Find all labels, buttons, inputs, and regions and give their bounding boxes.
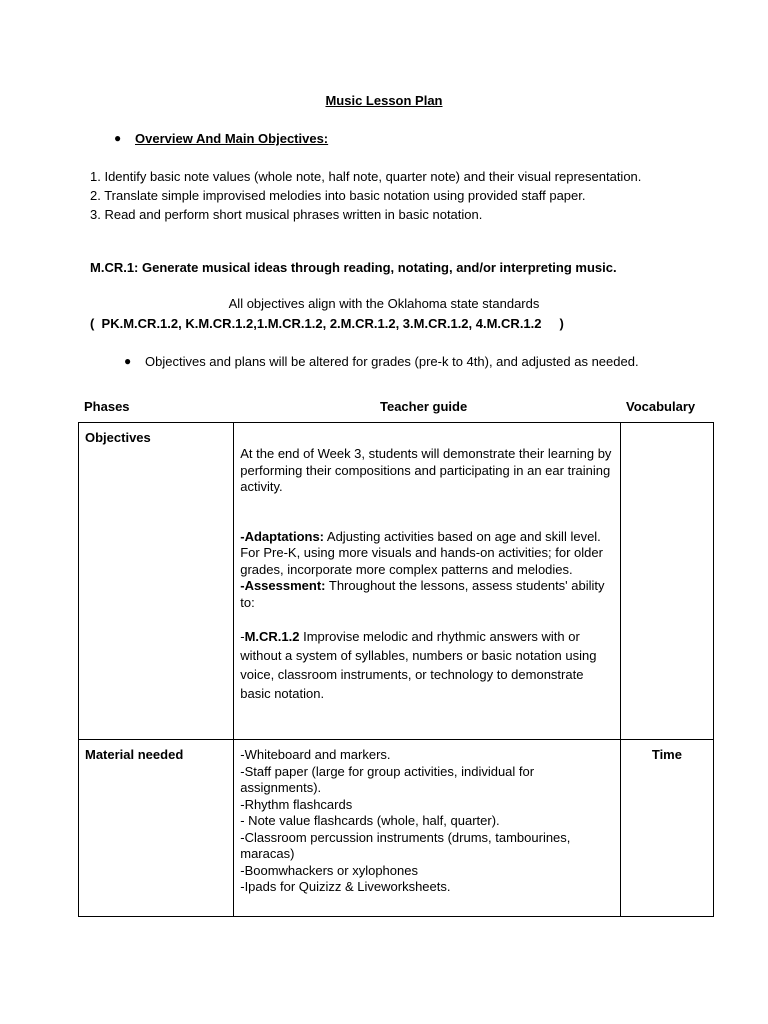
material-item: - Note value flashcards (whole, half, quarter). [240,813,500,828]
teacher-guide-cell [234,740,621,917]
material-item: -Classroom percussion instruments (drums, tambourines, maracas) [240,829,571,861]
objective-item: 3. Read and perform short musical phrases written in basic notation. [90,207,483,222]
table-row [79,423,714,740]
time-label: Time [651,747,682,762]
bullet-icon: ● [124,354,132,368]
header-teacher-guide: Teacher guide [380,399,468,414]
header-vocabulary: Vocabulary [626,399,696,414]
time-cell [620,740,713,917]
mcr-text: Improvise melodic and rhythmic answers with or without a system of syllables, numbers or basic notation using voice, classroom instruments, or technology to demonstrate basic notation. [240,629,597,701]
mcr-label: M.CR.1.2 [244,629,300,644]
phase-materials: Material needed [85,747,184,762]
material-item: -Whiteboard and markers. [240,747,391,762]
material-item: -Staff paper (large for group activities, individual for assignments). [240,763,535,795]
material-item: -Ipads for Quizizz & Liveworksheets. [240,879,451,894]
adaptations-paragraph [240,529,614,579]
objective-item: 1. Identify basic note values (whole note, half note, quarter note) and their visual representation. [90,169,642,184]
phase-cell [79,740,234,917]
adaptations-label: -Adaptations: [240,528,325,544]
standard-codes: ( PK.M.CR.1.2, K.M.CR.1.2,1.M.CR.1.2, 2.M.CR.1.2, 3.M.CR.1.2, 4.M.CR.1.2 ) [90,316,564,331]
material-item: -Boomwhackers or xylophones [240,862,418,878]
mcr-prefix: - [240,629,245,644]
teacher-guide-cell [234,423,621,740]
mcr-standard-paragraph [240,627,614,703]
assessment-paragraph [240,578,614,611]
bullet-icon: ● [114,131,122,145]
header-phases: Phases [84,399,130,414]
table-row [79,740,714,917]
objectives-intro: At the end of Week 3, students will demonstrate their learning by performing their compositions and participating in an ear training activity. [240,446,612,494]
page-title: Music Lesson Plan [325,93,443,108]
phase-objectives: Objectives [85,430,151,445]
objective-item: 2. Translate simple improvised melodies into basic notation using provided staff paper. [90,188,586,203]
assessment-text: Throughout the lessons, assess students' ability to: [240,578,605,610]
overview-heading: Overview And Main Objectives: [135,131,329,146]
vocabulary-cell [620,423,713,740]
assessment-label: -Assessment: [240,578,326,593]
lesson-plan-table [78,422,714,917]
grade-note: Objectives and plans will be altered for grades (pre-k to 4th), and adjusted as needed. [145,354,639,369]
standard-heading: M.CR.1: Generate musical ideas through reading, notating, and/or interpreting music. [90,260,617,275]
standards-alignment: All objectives align with the Oklahoma state standards [228,296,540,311]
adaptations-text: Adjusting activities based on age and skill level. For Pre-K, using more visuals and hands-on activities; for older grades, incorporate more complex patterns and melodies. [240,528,603,577]
material-item: -Rhythm flashcards [240,796,353,812]
phase-cell [79,423,234,740]
